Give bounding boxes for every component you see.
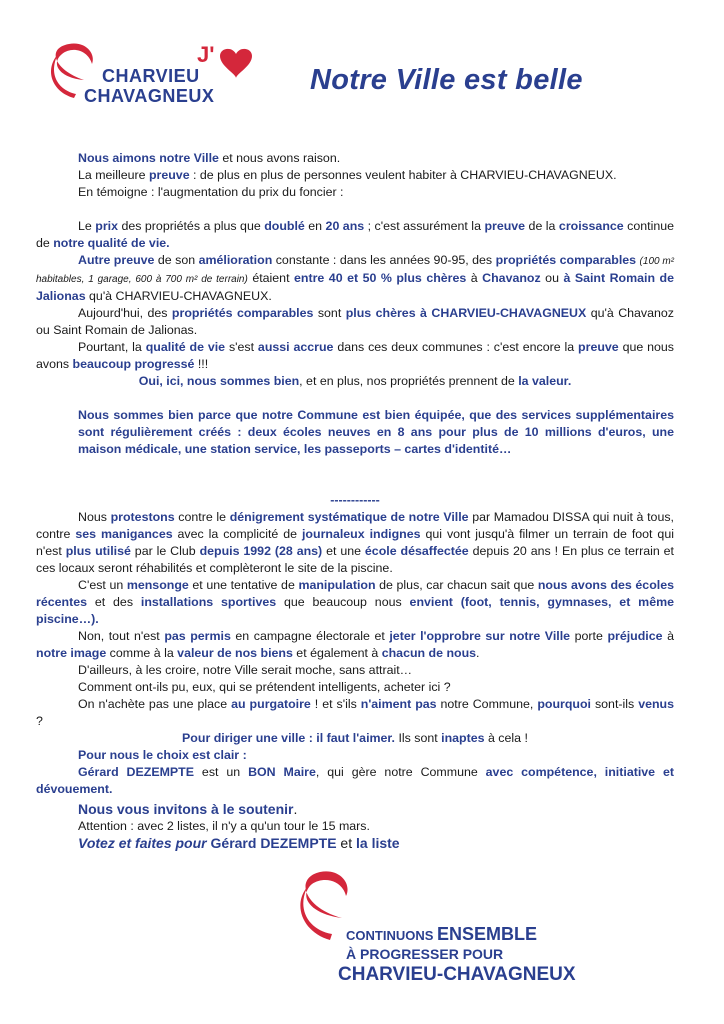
paragraph-16 — [36, 730, 674, 747]
text-span: jeter l'opprobre sur notre Ville — [389, 629, 571, 643]
text-span: en — [304, 219, 326, 233]
text-span: !!! — [194, 357, 209, 371]
paragraph-2 — [36, 167, 674, 184]
text-span: : de plus en plus de personnes veulent habiter à CHARVIEU-CHAVAGNEUX. — [189, 168, 617, 182]
text-span: Votez et faites pour — [78, 835, 207, 851]
text-span: C'est un — [78, 578, 127, 592]
footer-line-3: CHARVIEU-CHAVAGNEUX — [338, 964, 576, 985]
text-span: manipulation — [298, 578, 376, 592]
text-span: et une — [322, 544, 365, 558]
text-span: aussi accrue — [257, 340, 334, 354]
logo-line-1: CHARVIEU — [102, 66, 200, 86]
page-title: Notre Ville est belle — [310, 64, 583, 96]
text-span: à Saint Romain de Jalionas — [36, 271, 674, 303]
text-span: au purgatoire — [231, 697, 311, 711]
text-span: ENSEMBLE — [437, 924, 538, 944]
text-span: preuve — [484, 219, 526, 233]
text-span: protestons — [110, 510, 175, 524]
text-span: la valeur. — [518, 374, 572, 388]
paragraph-14: Comment ont-ils pu, eux, qui se prétendent intelligents, acheter ici ? — [78, 680, 451, 694]
text-span: envient (foot, tennis, gymnases, et même piscine…). — [36, 595, 674, 626]
text-span: et également à — [292, 646, 382, 660]
text-span: Ils sont — [395, 731, 442, 745]
text-span: Gérard DEZEMPTE — [78, 765, 195, 779]
text-span: . — [476, 646, 480, 660]
text-span: installations sportives — [140, 595, 277, 609]
text-span: préjudice — [607, 629, 663, 643]
document-body — [36, 150, 674, 852]
paragraph-15 — [36, 696, 674, 730]
text-span: par le Club — [130, 544, 200, 558]
text-span: dénigrement systématique de notre Ville — [229, 510, 469, 524]
footer-logo — [290, 868, 610, 998]
text-span: BON Maire — [248, 765, 316, 779]
text-span: la liste — [356, 835, 400, 851]
text-span: dans ces deux communes : c'est encore la — [333, 340, 579, 354]
text-span: mensonge — [126, 578, 189, 592]
heart-icon — [220, 49, 252, 78]
text-span: venus — [638, 697, 675, 711]
paragraph-8 — [36, 373, 674, 390]
text-span: Chavanoz — [482, 271, 541, 285]
text-span: ; c'est assurément la — [364, 219, 485, 233]
text-span: qualité de vie — [145, 340, 226, 354]
text-span: continue de — [36, 219, 674, 250]
text-span: Aujourd'hui, des — [78, 306, 172, 320]
paragraph-12 — [36, 628, 674, 662]
text-span: est un — [194, 765, 249, 779]
text-span: étaient — [247, 271, 295, 285]
text-span: comme à la — [106, 646, 178, 660]
text-span: beaucoup progressé — [72, 357, 195, 371]
text-span: entre 40 et 50 % plus chères — [294, 271, 467, 285]
text-span: de son — [154, 253, 199, 267]
paragraph-3: En témoigne : l'augmentation du prix du foncier : — [78, 185, 344, 199]
paragraph-10 — [36, 509, 674, 577]
text-span: On n'achète pas une place — [78, 697, 232, 711]
footer-line-2: À PROGRESSER POUR — [346, 946, 504, 962]
text-span: ! et s'ils — [310, 697, 361, 711]
text-span: ? — [36, 714, 43, 728]
text-span: qu'à CHARVIEU-CHAVAGNEUX. — [85, 289, 272, 303]
text-span: doublé — [264, 219, 305, 233]
text-span: depuis 20 ans ! En plus ce terrain et ces locaux seront réhabilités et complèteront le site de la piscine. — [36, 544, 674, 575]
footer-line-1 — [346, 924, 537, 945]
text-span: . — [293, 801, 298, 817]
text-span: nous avons des écoles récentes — [36, 578, 674, 609]
text-span: plus chères à CHARVIEU-CHAVAGNEUX — [345, 306, 587, 320]
text-span: pas permis — [164, 629, 231, 643]
text-span: notre image — [36, 646, 107, 660]
text-span: en campagne électorale et — [230, 629, 390, 643]
text-span: propriétés comparables — [171, 306, 314, 320]
logo-line-2: CHAVAGNEUX — [84, 86, 215, 106]
text-span: Autre preuve — [78, 253, 155, 267]
text-span: sont — [313, 306, 346, 320]
text-span: amélioration — [198, 253, 273, 267]
text-span: Nous — [78, 510, 111, 524]
text-span: à — [466, 271, 483, 285]
header-logo — [44, 40, 274, 115]
text-span: sont-ils — [591, 697, 639, 711]
text-span: que nous avons — [36, 340, 674, 371]
text-span: de plus, car chacun sait que — [375, 578, 538, 592]
text-span: n'aiment pas — [360, 697, 437, 711]
text-span: Gérard DEZEMPTE — [206, 835, 337, 851]
text-span: chacun de nous — [381, 646, 477, 660]
text-span: CONTINUONS — [346, 928, 437, 943]
text-span: plus utilisé — [65, 544, 131, 558]
paragraph-6 — [36, 305, 674, 339]
text-span: contre le — [174, 510, 230, 524]
text-span: inaptes — [441, 731, 485, 745]
text-span: notre qualité de vie. — [53, 236, 170, 250]
text-span: Pour diriger une ville : il faut l'aimer. — [182, 731, 395, 745]
text-span: preuve — [578, 340, 619, 354]
text-span: à — [662, 629, 674, 643]
text-span: 20 ans — [325, 219, 365, 233]
paragraph-18 — [36, 764, 674, 798]
text-span: à cela ! — [484, 731, 528, 745]
text-span: que beaucoup nous — [276, 595, 410, 609]
text-span: depuis 1992 (28 ans) — [199, 544, 323, 558]
text-span: et nous avons raison. — [218, 151, 341, 165]
paragraph-7 — [36, 339, 674, 373]
text-span: propriétés comparables — [495, 253, 637, 267]
text-span: avec la complicité de — [172, 527, 302, 541]
text-span: constante : dans les années 90-95, des — [272, 253, 496, 267]
paragraph-19 — [36, 801, 674, 818]
text-span: qu'à Chavanoz ou Saint Romain de Jalionas. — [36, 306, 674, 337]
text-span: qui vont jusqu'à filmer un terrain de foot qui n'est — [36, 527, 674, 558]
text-span: Le — [78, 219, 96, 233]
paragraph-9: Nous sommes bien parce que notre Commune est bien équipée, que des services supplémentaires sont régulièrement créés : deux écoles neuves en 8 ans pour plus de 10 millions d'euros, une maison médicale, une station service, les passeports – cartes d'identité… — [78, 408, 674, 456]
text-span: Nous aimons notre Ville — [78, 151, 219, 165]
text-span: preuve — [148, 168, 190, 182]
paragraph-11 — [36, 577, 674, 628]
paragraph-17: Pour nous le choix est clair : — [78, 748, 247, 762]
paragraph-13: D'ailleurs, à les croire, notre Ville serait moche, sans attrait… — [78, 663, 413, 677]
text-span: , et en plus, nos propriétés prennent de — [299, 374, 519, 388]
text-span: Oui, ici, nous sommes bien — [138, 374, 300, 388]
text-span: porte — [570, 629, 608, 643]
separator: ------------ — [330, 493, 380, 507]
text-span: Nous vous invitons à le soutenir — [78, 801, 294, 817]
text-span: et une tentative de — [188, 578, 299, 592]
paragraph-4 — [36, 218, 674, 252]
text-span: pourquoi — [537, 697, 591, 711]
text-span: croissance — [558, 219, 624, 233]
text-span: Non, tout n'est — [78, 629, 165, 643]
paragraph-1 — [36, 150, 674, 167]
text-span: , qui gère notre Commune — [315, 765, 486, 779]
text-span: de la — [525, 219, 559, 233]
text-span: La meilleure — [78, 168, 149, 182]
text-span: Pourtant, la — [78, 340, 146, 354]
text-span: journaleux indignes — [301, 527, 421, 541]
text-span: prix — [95, 219, 118, 233]
text-span: par Mamadou DISSA qui nuit à tous, contre — [36, 510, 674, 541]
text-span: et — [336, 835, 357, 851]
text-span: école désaffectée — [364, 544, 469, 558]
text-span: s'est — [225, 340, 258, 354]
text-span: des propriétés a plus que — [118, 219, 265, 233]
text-span: ou — [540, 271, 564, 285]
paragraph-21 — [36, 835, 674, 852]
logo-j-mark: J' — [197, 42, 215, 67]
paragraph-20: Attention : avec 2 listes, il n'y a qu'un tour le 15 mars. — [78, 819, 370, 833]
text-span: avec compétence, initiative et dévouement. — [36, 765, 674, 796]
text-span: et des — [86, 595, 141, 609]
text-span: ses manigances — [75, 527, 173, 541]
text-span: notre Commune, — [436, 697, 538, 711]
text-span: valeur de nos biens — [177, 646, 293, 660]
paragraph-5 — [36, 252, 674, 305]
text-span: (100 m² habitables, 1 garage, 600 à 700 m² de terrain) — [36, 256, 675, 285]
